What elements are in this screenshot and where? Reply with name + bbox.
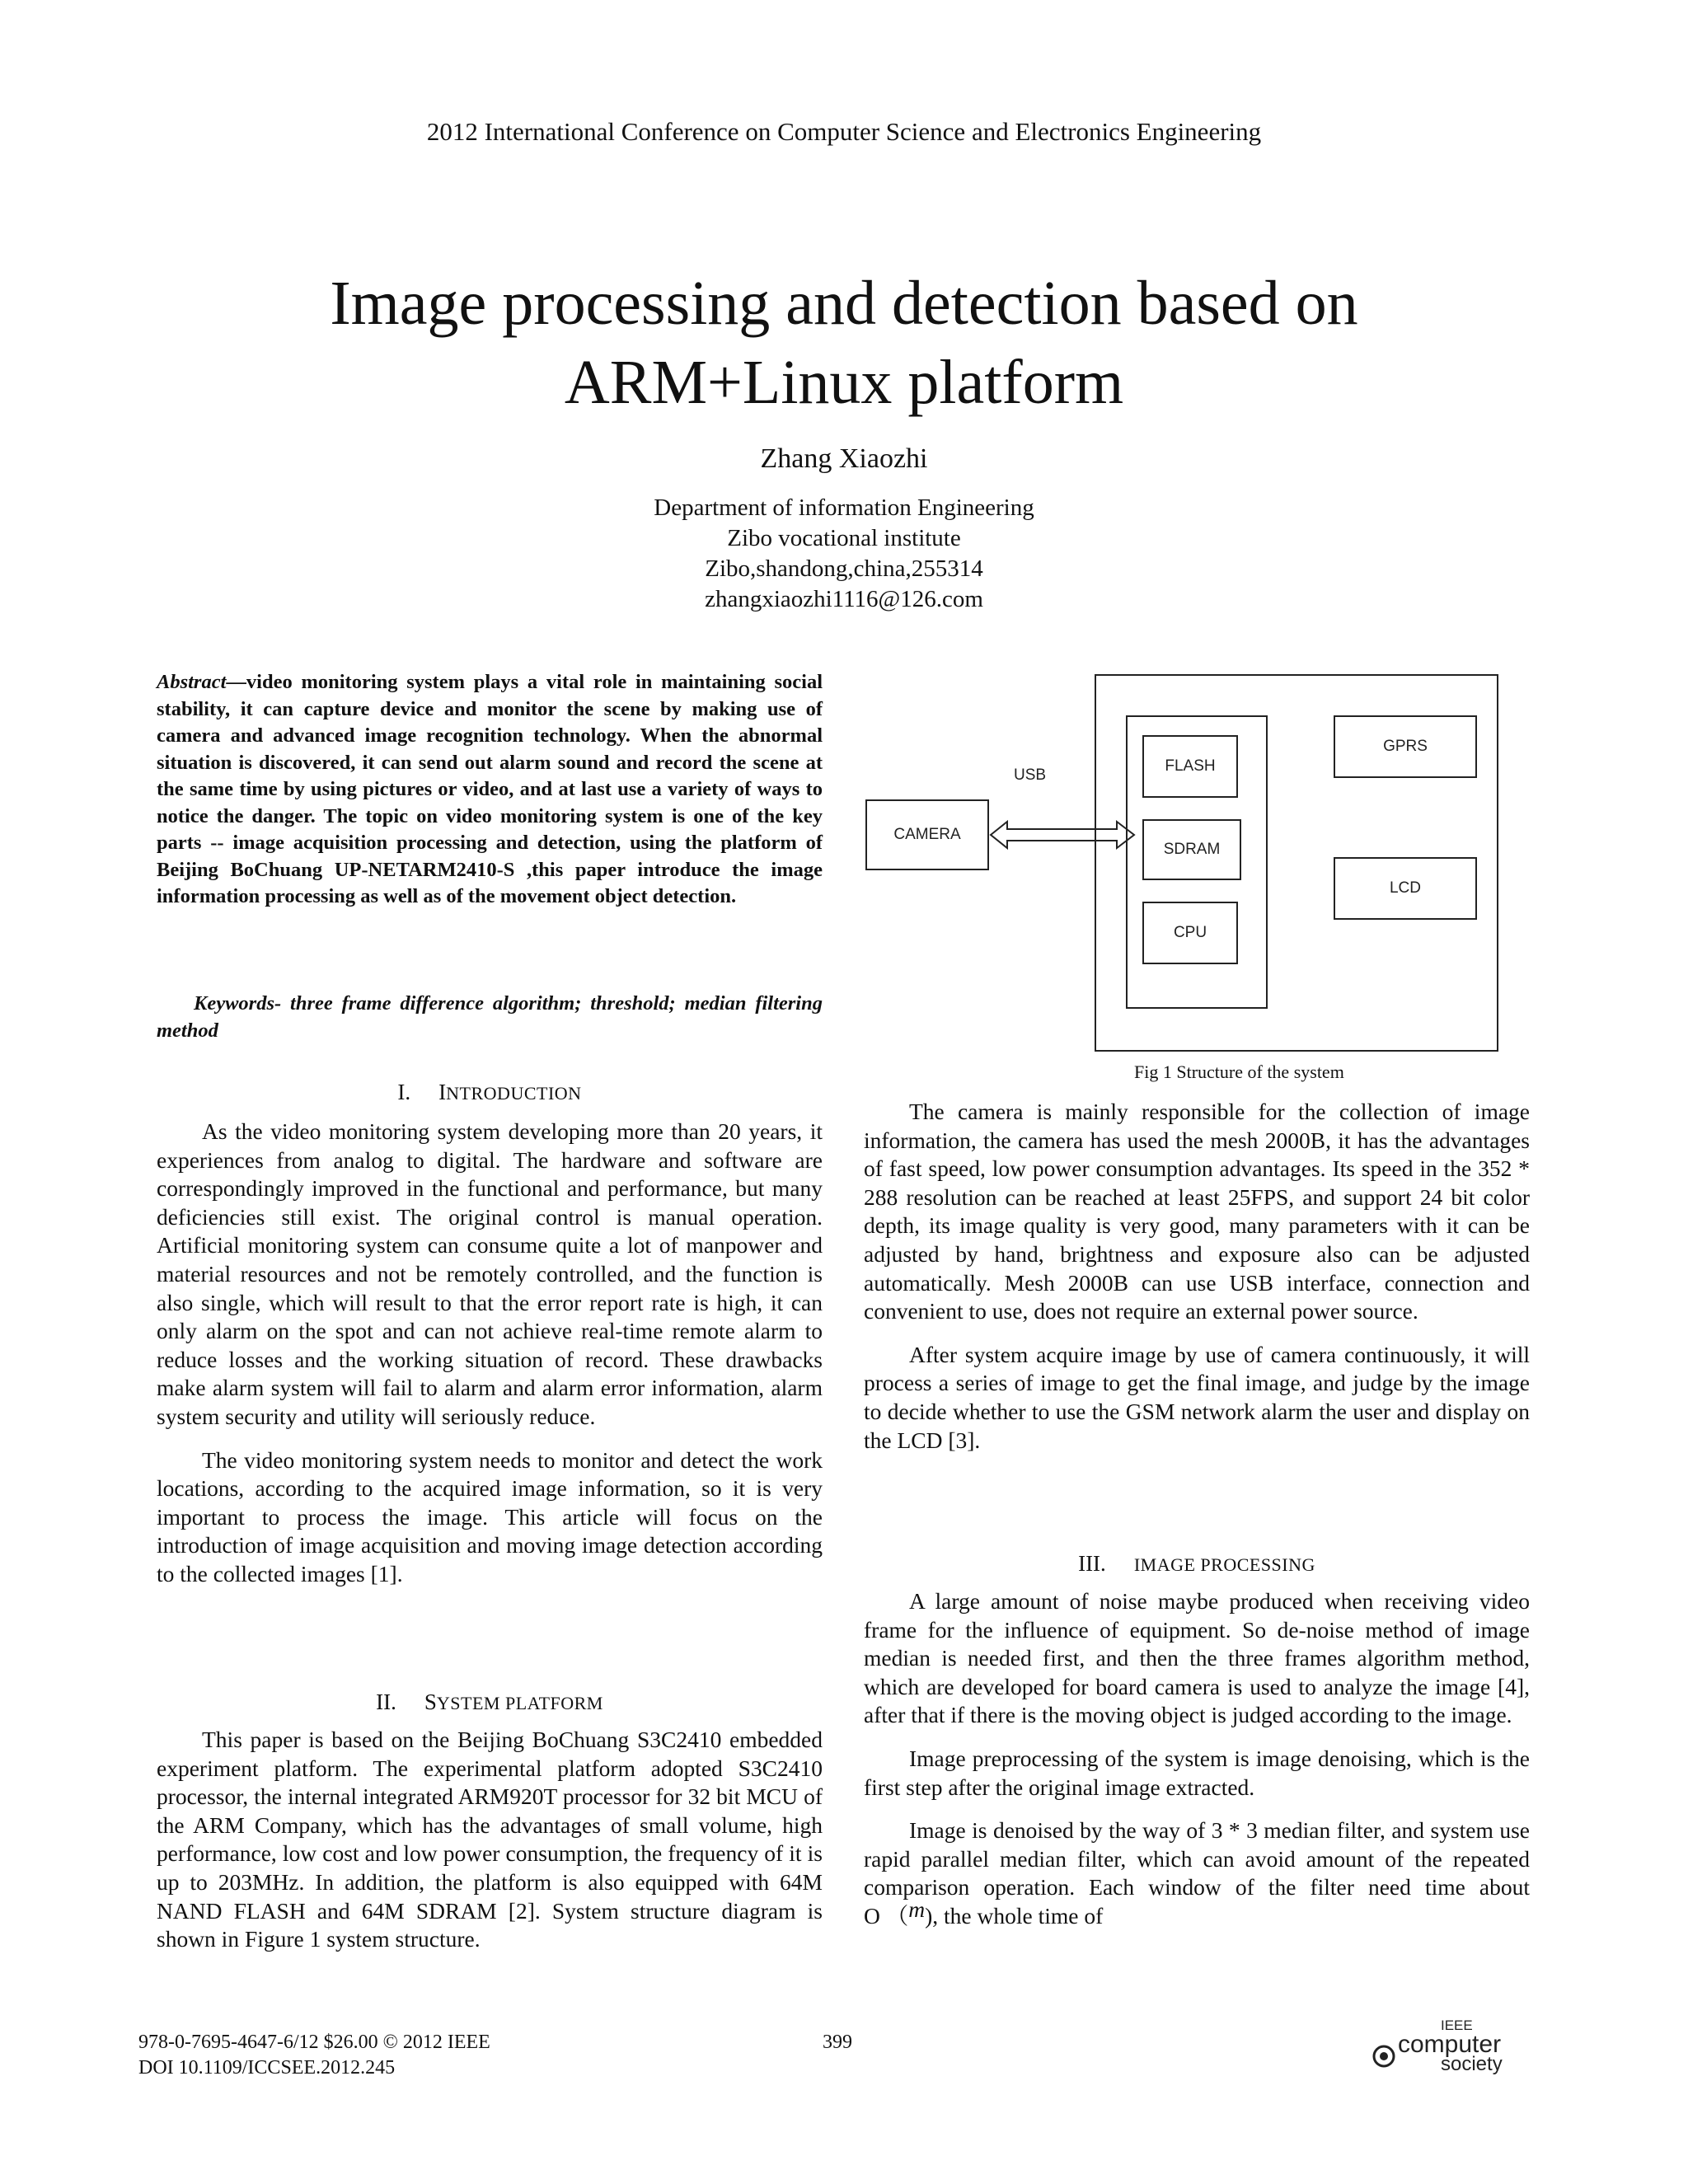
section-heading-image-processing: [864, 1551, 1530, 1577]
section-title-first: S: [424, 1690, 437, 1714]
section-title-first: I: [438, 1080, 447, 1104]
paragraph-text: Image is denoised by the way of 3 * 3 median filter, and system use rapid parallel median filter, which can avoid amount of the repeated comparison operation. Each window of the filter need time about O （: [864, 1817, 1530, 1929]
lcd-box: LCD: [1334, 857, 1477, 920]
affiliation-address: Zibo,shandong,china,255314: [705, 555, 983, 582]
figure-caption: Fig 1 Structure of the system: [1134, 1062, 1344, 1082]
ieee-logo-icon: [1372, 2044, 1396, 2069]
section-title: IMAGE PROCESSING: [1133, 1554, 1315, 1575]
system-platform-body: [157, 1726, 823, 1954]
paragraph: The video monitoring system needs to monitor and detect the work locations, according to the acquired image information, so it is very important to process the image. This article will focus on the introduction of image acquisition and moving image detection according to the collected images [1].: [157, 1446, 823, 1586]
cpu-box: CPU: [1142, 902, 1238, 964]
paragraph: [864, 1816, 1530, 1930]
abstract-lead: Abstract: [157, 671, 227, 693]
abstract-dash: —: [226, 671, 246, 693]
affiliation: [0, 493, 1688, 615]
paragraph-text: ), the whole time of: [925, 1902, 1104, 1929]
paragraph: This paper is based on the Beijing BoChuang S3C2410 embedded experiment platform. The experimental platform adopted S3C2410 processor, the internal integrated ARM920T processor for 32 bit MCU of the ARM Company, which has the advantages of small volume, high performance, low cost and low power consumption, the frequency of it is up to 203MHz. In addition, the platform is also equipped with 64M NAND FLASH and 64M SDRAM [2]. System structure diagram is shown in Figure 1 system structure.: [157, 1727, 823, 1952]
keywords: Keywords- three frame difference algorithm; threshold; median filtering method: [157, 992, 823, 1042]
affiliation-email: zhangxiaozhi1116@126.com: [705, 586, 983, 612]
right-column-top: [864, 1098, 1530, 1455]
conference-name: 2012 International Conference on Computer Science and Electronics Engineering: [426, 117, 1262, 146]
page-number: 399: [823, 2032, 852, 2053]
logo-ieee-text: IEEE: [1441, 2018, 1473, 2033]
section-number: II.: [376, 1690, 396, 1714]
section-title-rest: YSTEM PLATFORM: [436, 1693, 603, 1713]
camera-box: CAMERA: [865, 799, 989, 870]
logo-computer-text: computer: [1398, 2031, 1502, 2058]
paragraph: Image preprocessing of the system is image denoising, which is the first step after the original image extracted.: [864, 1745, 1530, 1800]
section-heading-system-platform: [157, 1690, 823, 1715]
usb-label: USB: [1014, 766, 1047, 784]
paragraph: As the video monitoring system developing more than 20 years, it experiences from analog to digital. The hardware and software are correspondingly improved in the functional and performance, but many deficiencies still exist. The original control is manual operation. Artificial monitoring system can consume quite a lot of manpower and material resources and not be remotely controlled, and the function is also single, which will result to that the error report rate is high, it can only alarm on the spot and can not achieve real-time remote alarm to reduce losses and the working situation of record. These drawbacks make alarm system will fail to alarm and alarm error information, alarm system security and utility will seriously reduce.: [157, 1118, 823, 1429]
footer-isbn: 978-0-7695-4647-6/12 $26.00 © 2012 IEEE: [138, 2032, 490, 2053]
section-number: III.: [1078, 1551, 1106, 1576]
section-heading-introduction: [157, 1080, 823, 1105]
footer-publication-info: [138, 2030, 490, 2081]
system-structure-figure: [865, 674, 1517, 1053]
math-variable-m: m: [908, 1896, 926, 1922]
sdram-box: SDRAM: [1142, 819, 1241, 880]
affiliation-institute: Zibo vocational institute: [727, 525, 961, 551]
abstract-text: video monitoring system plays a vital role in maintaining social stability, it can capture device and monitor the scene by making use of camera and advanced image recognition technology. When the abnormal situation is discovered, it can send out alarm sound and record the scene at the same time by using pictures or video, and at last use a variety of ways to notice the danger. The topic on video monitoring system is one of the key parts -- image acquisition processing and detection, using the platform of Beijing BoChuang UP-NETARM2410-S ,this paper introduce the image information processing as well as of the movement object detection.: [157, 671, 823, 907]
flash-box: FLASH: [1142, 735, 1238, 798]
footer-doi: DOI 10.1109/ICCSEE.2012.245: [138, 2057, 396, 2079]
gprs-box: GPRS: [1334, 715, 1477, 778]
title-line-1: Image processing and detection based on: [330, 269, 1358, 338]
affiliation-department: Department of information Engineering: [654, 494, 1034, 521]
title-line-2: ARM+Linux platform: [564, 348, 1124, 417]
ieee-computer-society-logo: [1372, 2018, 1528, 2075]
paragraph: After system acquire image by use of camera continuously, it will process a series of image to get the final image, and judge by the image to decide whether to use the GSM network alarm the user and display on the LCD [3].: [864, 1341, 1530, 1453]
section-title-rest: NTRODUCTION: [446, 1083, 582, 1104]
logo-society-text: society: [1441, 2053, 1503, 2075]
introduction-body: [157, 1118, 823, 1589]
paper-title: [0, 264, 1688, 422]
paragraph: The camera is mainly responsible for the collection of image information, the camera has used the mesh 2000B, it has the advantages of fast speed, low power consumption advantages. Its speed in the 352 * 288 resolution can be reached at least 25FPS, and support 24 bit color depth, its image quality is very good, many parameters with it can be adjusted by hand, brightness and exposure also can be adjusted automatically. Mesh 2000B can use USB interface, connection and convenient to use, does not require an external power source.: [864, 1099, 1530, 1324]
author-name: Zhang Xiaozhi: [760, 443, 928, 474]
paragraph: A large amount of noise maybe produced when receiving video frame for the influence of equipment. So de-noise method of image median is needed first, and then the three frames algorithm method, which are developed for board camera is used to analyze the image [4], after that if there is the moving object is judged according to the image.: [864, 1588, 1530, 1728]
image-processing-body: [864, 1587, 1530, 1931]
abstract: [157, 669, 823, 911]
section-number: I.: [397, 1080, 411, 1104]
